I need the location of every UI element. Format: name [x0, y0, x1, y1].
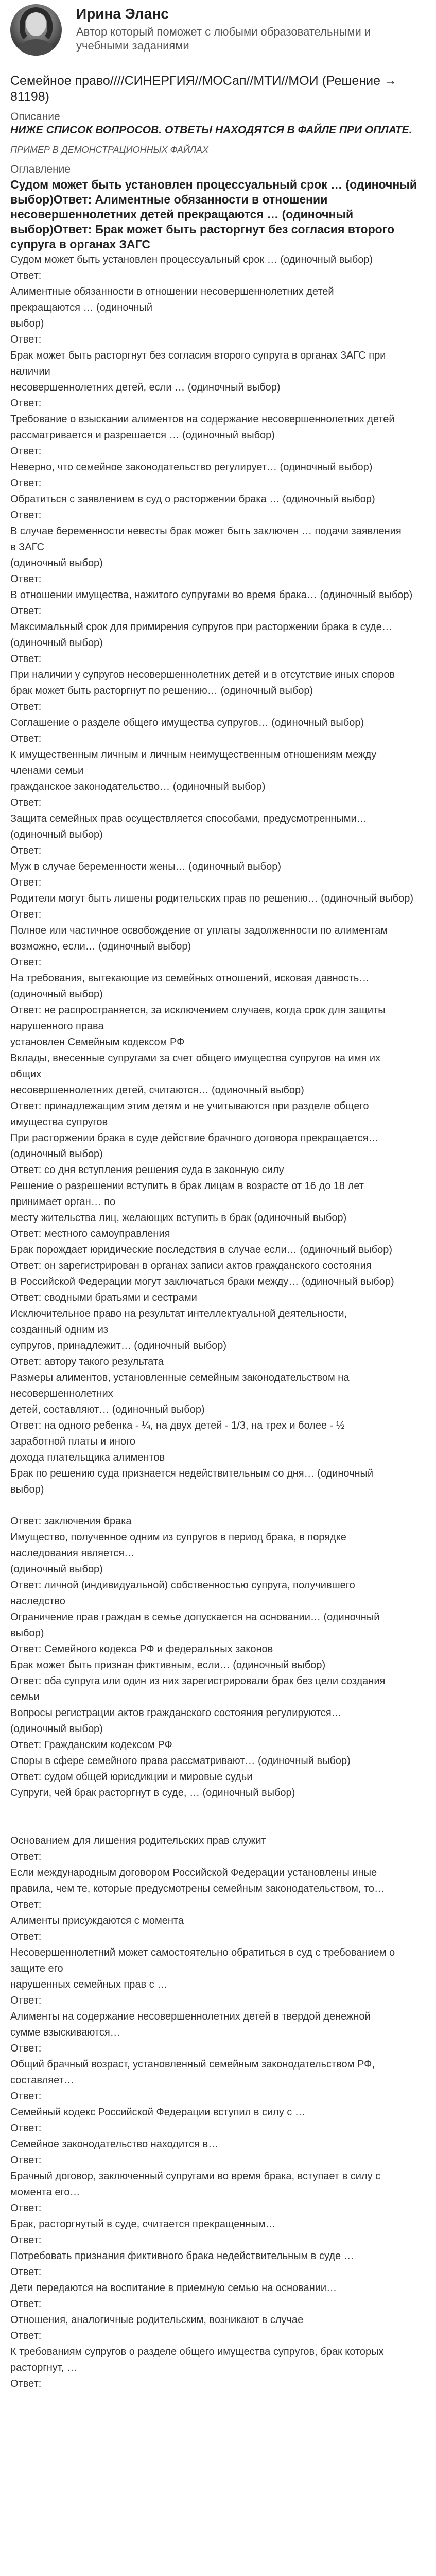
- answer-line: Ответ:: [10, 270, 42, 281]
- demo-note: ПРИМЕР В ДЕМОНСТРАЦИОННЫХ ФАЙЛАХ: [10, 145, 209, 155]
- answer-line: Ответ:: [10, 446, 42, 457]
- answer-line: Ответ:: [10, 2123, 42, 2134]
- answer-line: Ответ: не распространяется, за исключением случаев, когда срок для защиты: [10, 1005, 386, 1016]
- answer-line: Ответ:: [10, 573, 42, 585]
- toc-heading: Судом может быть установлен процессуальный срок … (одиночный выбор)Ответ: Алиментные обязанности в отношении несовершеннолетних детей прекращаются … (одиночный выбор)Ответ: Брак может быть расторгнут без согласия второго супруга в органах ЗАГС: [10, 178, 417, 251]
- answer-line: Ответ:: [10, 510, 42, 521]
- question-line: Судом может быть установлен процессуальный срок … (одиночный выбор): [10, 254, 373, 265]
- answer-line: Ответ:: [10, 845, 42, 856]
- question-line: (одиночный выбор): [10, 557, 103, 569]
- answer-line: Ответ: со дня вступления решения суда в законную силу: [10, 1164, 284, 1176]
- author-bio: Автор который поможет с любыми образовательными и учебными заданиями: [76, 25, 371, 52]
- answer-line: Ответ: Гражданским кодексом РФ: [10, 1739, 172, 1751]
- question-line: общих: [10, 1069, 42, 1080]
- question-line: семьи: [10, 1691, 40, 1703]
- question-line: рассматривается и разрешается … (одиночный выбор): [10, 430, 275, 441]
- question-line: На требования, вытекающие из семейных отношений, исковая давность…: [10, 973, 370, 984]
- question-line: Брачный договор, заключенный супругами во время брака, вступает в силу с: [10, 2171, 381, 2182]
- question-line: несовершеннолетних: [10, 1388, 113, 1399]
- question-line: расторгнут, …: [10, 2362, 77, 2374]
- answer-line: Ответ:: [10, 877, 42, 888]
- question-line: созданный одним из: [10, 1324, 109, 1335]
- question-line: Неверно, что семейное законодательство регулирует… (одиночный выбор): [10, 462, 373, 473]
- question-line: Ограничение прав граждан в семье допускается на основании… (одиночный: [10, 1612, 380, 1623]
- question-line: [10, 1817, 426, 1833]
- answer-line: Ответ:: [10, 2202, 42, 2214]
- question-line: В случае беременности невесты брак может быть заключен … подачи заявления: [10, 526, 402, 537]
- answer-line: Ответ:: [10, 605, 42, 617]
- question-line: Брак по решению суда признается недействительным со дня… (одиночный: [10, 1468, 374, 1479]
- question-line: Размеры алиментов, установленные семейным законодательством на: [10, 1372, 350, 1383]
- question-line: в ЗАГС: [10, 541, 44, 553]
- question-line: Алименты на содержание несовершеннолетних детей в твердой денежной: [10, 2011, 371, 2022]
- question-line: Основанием для лишения родительских прав служит: [10, 1835, 266, 1846]
- answer-line: Ответ:: [10, 653, 42, 665]
- question-line: Споры в сфере семейного права рассматривают… (одиночный выбор): [10, 1755, 351, 1767]
- question-line: Муж в случае беременности жены… (одиночный выбор): [10, 861, 282, 872]
- answer-line: Ответ:: [10, 2266, 42, 2278]
- question-line: [10, 1801, 426, 1817]
- answer-line: Ответ: личной (индивидуальной) собственностью супруга, получившего: [10, 1580, 355, 1591]
- question-line: Несовершеннолетний может самостоятельно обратиться в суд с требованием о: [10, 1947, 395, 1958]
- author-header: [10, 0, 426, 56]
- question-line: (одиночный выбор): [10, 829, 103, 840]
- question-line: (одиночный выбор): [10, 989, 103, 1000]
- question-line: Отношения, аналогичные родительским, возникают в случае: [10, 2314, 304, 2326]
- question-line: гражданское законодательство… (одиночный выбор): [10, 781, 266, 792]
- question-line: супругов, принадлежит… (одиночный выбор): [10, 1340, 227, 1351]
- question-line: прекращаются … (одиночный: [10, 302, 153, 313]
- toc-label: Оглавление: [10, 163, 71, 175]
- question-line: выбор): [10, 1628, 44, 1639]
- answer-line: Ответ:: [10, 797, 42, 808]
- question-line: В Российской Федерации могут заключаться браки между… (одиночный выбор): [10, 1276, 394, 1287]
- question-line: Семейное законодательство находится в…: [10, 2139, 219, 2150]
- question-line: выбор): [10, 1484, 44, 1495]
- question-line: имущества супругов: [10, 1116, 108, 1128]
- question-line: (одиночный выбор): [10, 1564, 103, 1575]
- question-line: Алименты присуждаются с момента: [10, 1915, 184, 1926]
- question-line: несовершеннолетних детей, если … (одиночный выбор): [10, 382, 281, 393]
- question-line: Вклады, внесенные супругами за счет общего имущества супругов на имя их: [10, 1053, 381, 1064]
- question-line: возможно, если… (одиночный выбор): [10, 941, 191, 952]
- question-line: Вопросы регистрации актов гражданского состояния регулируются…: [10, 1707, 342, 1719]
- question-line: Требование о взыскании алиментов на содержание несовершеннолетних детей: [10, 414, 395, 425]
- question-line: [10, 1498, 426, 1514]
- question-list: [10, 252, 426, 2392]
- answer-line: Ответ:: [10, 398, 42, 409]
- question-line: наследования является…: [10, 1548, 135, 1559]
- answer-line: Ответ:: [10, 909, 42, 920]
- question-line: Защита семейных прав осуществляется способами, предусмотренными…: [10, 813, 367, 824]
- answer-line: Ответ:: [10, 1995, 42, 2006]
- author-name[interactable]: Ирина Эланс: [76, 6, 169, 22]
- page-title: Семейное право////СИНЕРГИЯ//МОСап//МТИ//МОИ (Решение → 81198): [10, 74, 397, 104]
- question-line: Соглашение о разделе общего имущества супругов… (одиночный выбор): [10, 717, 364, 728]
- question-line: Брак порождает юридические последствия в случае если… (одиночный выбор): [10, 1244, 393, 1256]
- question-line: наличии: [10, 366, 50, 377]
- question-line: Брак, расторгнутый в суде, считается прекращенным…: [10, 2218, 276, 2230]
- question-line: заработной платы и иного: [10, 1436, 136, 1447]
- question-line: Обратиться с заявлением в суд о расторжении брака … (одиночный выбор): [10, 494, 375, 505]
- author-info: [76, 4, 406, 53]
- question-line: Потребовать признания фиктивного брака недействительным в суде …: [10, 2250, 354, 2262]
- question-line: правила, чем те, которые предусмотрены семейным законодательством, то…: [10, 1883, 385, 1894]
- avatar[interactable]: [10, 4, 62, 56]
- question-line: детей, составляют… (одиночный выбор): [10, 1404, 205, 1415]
- answer-line: Ответ: на одного ребенка - ¼, на двух детей - 1/3, на трех и более - ½: [10, 1420, 345, 1431]
- answer-line: Ответ:: [10, 2091, 42, 2102]
- question-line: нарушенного права: [10, 1021, 104, 1032]
- answer-line: Ответ: сводными братьями и сестрами: [10, 1292, 197, 1303]
- question-line: Если международным договором Российской Федерации установлены иные: [10, 1867, 377, 1878]
- answer-line: Ответ:: [10, 701, 42, 713]
- answer-line: Ответ:: [10, 2298, 42, 2310]
- answer-line: Ответ: оба супруга или один из них зарегистрировали брак без цели создания: [10, 1675, 386, 1687]
- question-line: сумме взыскиваются…: [10, 2027, 120, 2038]
- answer-line: Ответ:: [10, 2155, 42, 2166]
- question-line: Семейный кодекс Российской Федерации вступил в силу с …: [10, 2107, 305, 2118]
- question-line: Алиментные обязанности в отношении несовершеннолетних детей: [10, 286, 334, 297]
- question-line: Максимальный срок для примирения супругов при расторжении брака в суде…: [10, 621, 392, 633]
- answer-line: Ответ:: [10, 478, 42, 489]
- question-line: брак может быть расторгнут по решению… (одиночный выбор): [10, 685, 313, 697]
- question-line: Брак может быть признан фиктивным, если… (одиночный выбор): [10, 1659, 326, 1671]
- question-line: установлен Семейным кодексом РФ: [10, 1037, 185, 1048]
- question-line: Полное или частичное освобождение от уплаты задолженности по алиментам: [10, 925, 388, 936]
- answer-line: Ответ:: [10, 1899, 42, 1910]
- question-line: момента его…: [10, 2187, 80, 2198]
- answer-line: Ответ:: [10, 733, 42, 744]
- description-text: НИЖЕ СПИСОК ВОПРОСОВ. ОТВЕТЫ НАХОДЯТСЯ В ФАЙЛЕ ПРИ ОПЛАТЕ.: [10, 124, 412, 136]
- answer-line: Ответ:: [10, 2378, 42, 2389]
- question-line: При расторжении брака в суде действие брачного договора прекращается…: [10, 1132, 379, 1144]
- answer-line: Ответ: заключения брака: [10, 1516, 132, 1527]
- answer-line: Ответ:: [10, 1931, 42, 1942]
- question-line: Дети передаются на воспитание в приемную семью на основании…: [10, 2282, 337, 2294]
- answer-line: Ответ:: [10, 334, 42, 345]
- question-line: (одиночный выбор): [10, 1723, 103, 1735]
- question-line: К имущественным личным и личным неимущественным отношениям между: [10, 749, 377, 760]
- answer-line: Ответ: местного самоуправления: [10, 1228, 170, 1240]
- question-line: Брак может быть расторгнут без согласия второго супруга в органах ЗАГС при: [10, 350, 386, 361]
- question-line: членами семьи: [10, 765, 84, 776]
- question-line: выбор): [10, 318, 44, 329]
- answer-line: Ответ: принадлежащим этим детям и не учитываются при разделе общего: [10, 1100, 369, 1112]
- description-label: Описание: [10, 111, 60, 123]
- question-line: (одиночный выбор): [10, 1148, 103, 1160]
- answer-line: Ответ: Семейного кодекса РФ и федеральных законов: [10, 1643, 273, 1655]
- question-line: Родители могут быть лишены родительских прав по решению… (одиночный выбор): [10, 893, 414, 904]
- answer-line: Ответ:: [10, 2330, 42, 2342]
- question-line: месту жительства лиц, желающих вступить в брак (одиночный выбор): [10, 1212, 347, 1224]
- question-line: При наличии у супругов несовершеннолетних детей и в отсутствие иных споров: [10, 669, 395, 681]
- answer-line: Ответ: он зарегистрирован в органах записи актов гражданского состояния: [10, 1260, 372, 1272]
- question-line: нарушенных семейных прав с …: [10, 1979, 168, 1990]
- answer-line: Ответ:: [10, 2043, 42, 2054]
- question-line: Решение о разрешении вступить в брак лицам в возрасте от 16 до 18 лет: [10, 1180, 364, 1192]
- question-line: Супруги, чей брак расторгнут в суде, … (одиночный выбор): [10, 1787, 295, 1799]
- question-line: (одиночный выбор): [10, 637, 103, 649]
- question-line: несовершеннолетних детей, считаются… (одиночный выбор): [10, 1084, 304, 1096]
- question-line: составляет…: [10, 2075, 74, 2086]
- answer-line: Ответ:: [10, 2234, 42, 2246]
- question-line: Имущество, полученное одним из супругов в период брака, в порядке: [10, 1532, 346, 1543]
- question-line: наследство: [10, 1596, 65, 1607]
- answer-line: Ответ: автору такого результата: [10, 1356, 164, 1367]
- question-line: К требованиям супругов о разделе общего имущества супругов, брак которых: [10, 2346, 384, 2358]
- question-line: дохода плательщика алиментов: [10, 1452, 165, 1463]
- question-line: Исключительное право на результат интеллектуальной деятельности,: [10, 1308, 347, 1319]
- answer-line: Ответ: судом общей юрисдикции и мировые судьи: [10, 1771, 253, 1783]
- answer-line: Ответ:: [10, 1851, 42, 1862]
- answer-line: Ответ:: [10, 957, 42, 968]
- question-line: принимает орган… по: [10, 1196, 116, 1208]
- question-line: Общий брачный возраст, установленный семейным законодательством РФ,: [10, 2059, 375, 2070]
- question-line: защите его: [10, 1963, 63, 1974]
- question-line: В отношении имущества, нажитого супругами во время брака… (одиночный выбор): [10, 589, 413, 601]
